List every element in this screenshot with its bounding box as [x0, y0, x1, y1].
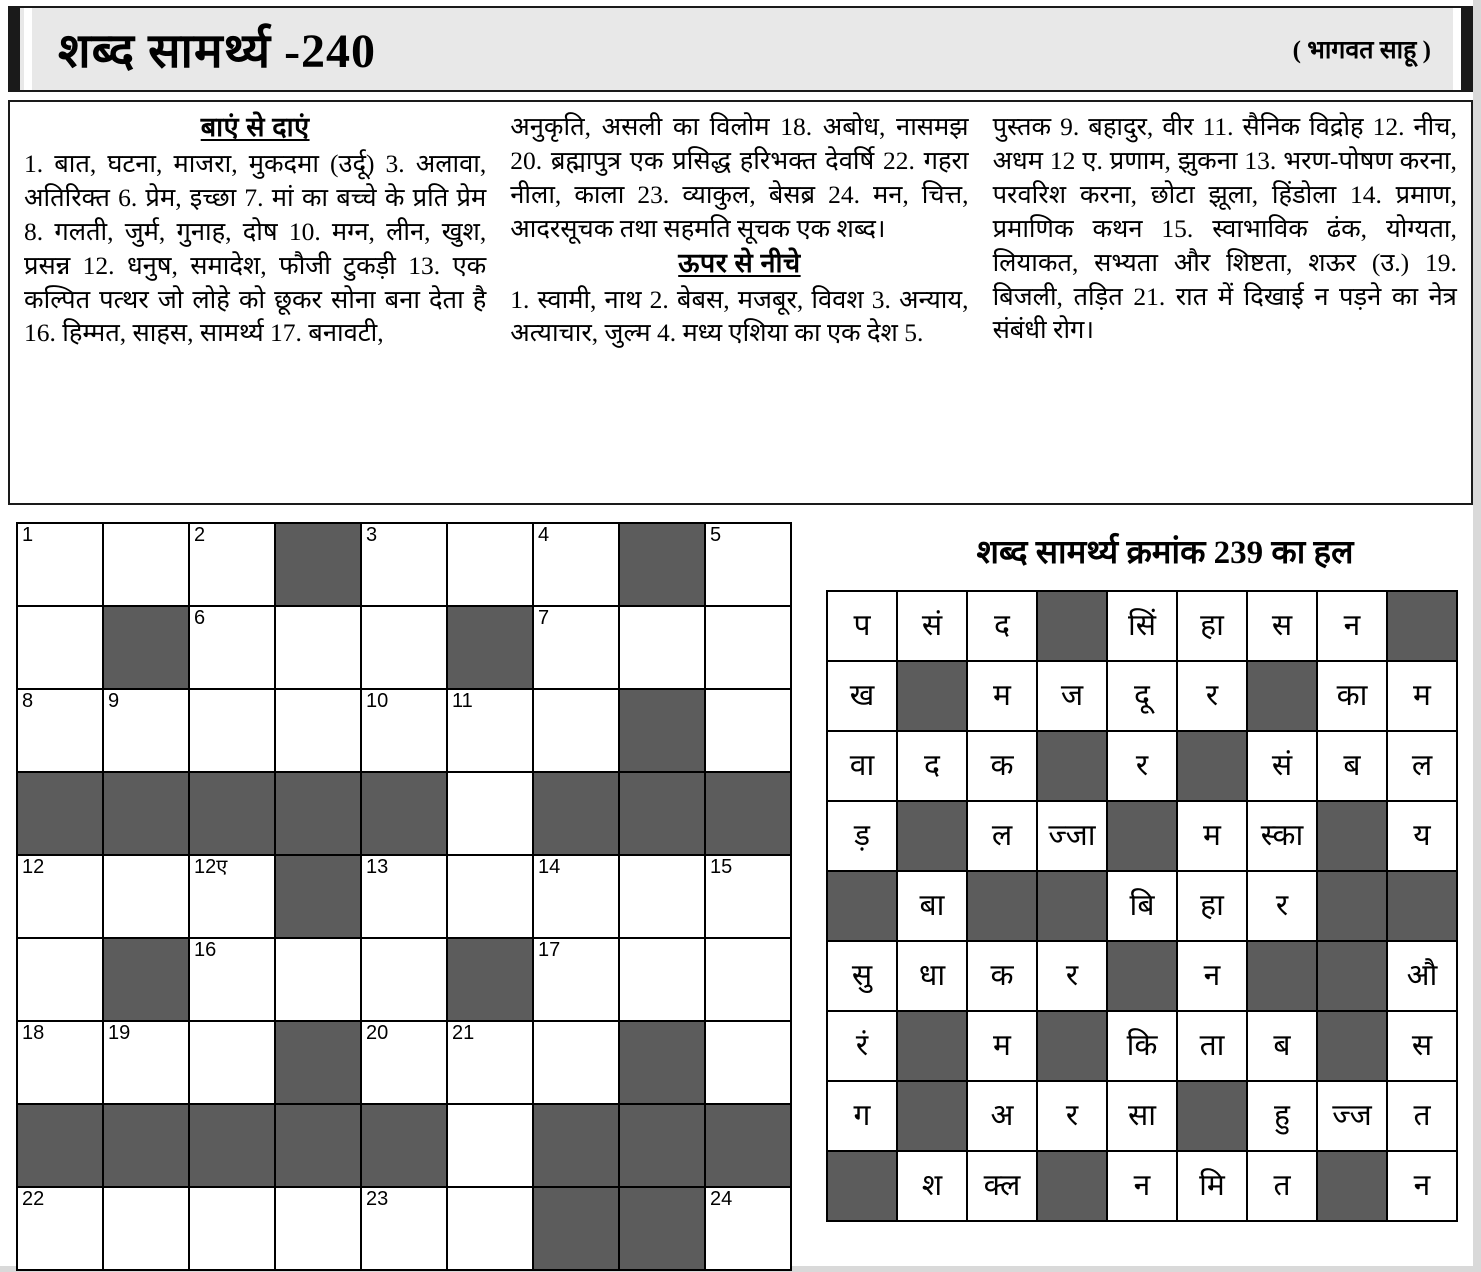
solution-block-cell: [967, 871, 1037, 941]
crossword-cell[interactable]: [17, 1021, 103, 1104]
crossword-cell-number: 8: [22, 690, 34, 712]
solution-row: [827, 1081, 1457, 1151]
crossword-grid[interactable]: [16, 522, 792, 1271]
down-clues-part-1: 1. स्वामी, नाथ 2. बेबस, मजबूर, विवश 3. अन्याय, अत्याचार, जुल्म 4. मध्य एशिया का एक देश 5.: [510, 284, 969, 348]
page-title: शब्द सामर्थ्य -240: [58, 24, 377, 78]
crossword-block-cell: [533, 1187, 619, 1270]
solution-block-cell: [897, 1011, 967, 1081]
clues-column-1: [20, 110, 500, 499]
crossword-cell[interactable]: [533, 855, 619, 938]
crossword-block-cell: [705, 1104, 791, 1187]
crossword-block-cell: [275, 523, 361, 606]
crossword-cell[interactable]: [103, 689, 189, 772]
solution-block-cell: [827, 871, 897, 941]
crossword-cell-number: 10: [366, 690, 389, 712]
crossword-block-cell: [103, 1104, 189, 1187]
crossword-block-cell: [275, 772, 361, 855]
solution-block-cell: [1387, 871, 1457, 941]
solution-block-cell: [1177, 731, 1247, 801]
solution-cell: न: [1107, 1151, 1177, 1221]
solution-row: [827, 661, 1457, 731]
crossword-block-cell: [619, 772, 705, 855]
solution-cell: ल: [1387, 731, 1457, 801]
solution-cell: हा: [1177, 871, 1247, 941]
header-rule-left: [10, 8, 20, 90]
solution-cell: ड़: [827, 801, 897, 871]
down-heading: ऊपर से नीचे: [678, 247, 801, 278]
solution-cell: श: [897, 1151, 967, 1221]
solution-cell: क्ल: [967, 1151, 1037, 1221]
crossword-cell-number: 9: [108, 690, 120, 712]
crossword-cell-number: 15: [710, 856, 733, 878]
page-edge-right: [1473, 0, 1481, 1272]
crossword-block-cell: [705, 772, 791, 855]
crossword-cell[interactable]: [705, 1187, 791, 1270]
crossword-cell[interactable]: [705, 1021, 791, 1104]
crossword-block-cell: [361, 772, 447, 855]
crossword-block-cell: [533, 772, 619, 855]
crossword-block-cell: [103, 772, 189, 855]
solution-cell: बि: [1107, 871, 1177, 941]
crossword-cell[interactable]: [705, 938, 791, 1021]
crossword-cell[interactable]: [447, 689, 533, 772]
crossword-cell[interactable]: [17, 1187, 103, 1270]
page-header: [8, 6, 1473, 92]
crossword-cell-number: 6: [194, 607, 206, 629]
solution-cell: न: [1317, 591, 1387, 661]
solution-block-cell: [897, 661, 967, 731]
crossword-cell[interactable]: [361, 1021, 447, 1104]
crossword-cell[interactable]: [275, 1187, 361, 1270]
crossword-cell[interactable]: [447, 772, 533, 855]
crossword-cell-number: 3: [366, 524, 378, 546]
crossword-row: [17, 523, 791, 606]
solution-cell: प: [827, 591, 897, 661]
crossword-cell[interactable]: [705, 523, 791, 606]
crossword-block-cell: [189, 772, 275, 855]
crossword-cell-number: 24: [710, 1188, 733, 1210]
solution-block-cell: [1037, 1151, 1107, 1221]
solution-block-cell: [1317, 871, 1387, 941]
crossword-cell[interactable]: [619, 855, 705, 938]
solution-block-cell: [1387, 591, 1457, 661]
crossword-block-cell: [275, 1021, 361, 1104]
solution-cell: ज: [1037, 661, 1107, 731]
crossword-cell-number: 5: [710, 524, 722, 546]
solution-cell: न: [1177, 941, 1247, 1011]
solution-block-cell: [1107, 801, 1177, 871]
crossword-cell[interactable]: [275, 938, 361, 1021]
crossword-cell-number: 12ए: [194, 856, 228, 878]
crossword-block-cell: [17, 1104, 103, 1187]
crossword-cell-number: 19: [108, 1022, 131, 1044]
solution-block-cell: [1317, 1011, 1387, 1081]
crossword-table[interactable]: [16, 522, 792, 1271]
solution-block-cell: [1247, 661, 1317, 731]
crossword-cell[interactable]: [103, 1187, 189, 1270]
crossword-row: [17, 1104, 791, 1187]
solution-row: [827, 591, 1457, 661]
down-clues-part-2: पुस्तक 9. बहादुर, वीर 11. सैनिक विद्रोह 12. नीच, अधम 12 ए. प्रणाम, झुकना 13. भरण-पोषण करना, परवरिश करना, छोटा झूला, हिंडोला 14. प्रमाण, प्रमाणिक कथन 15. स्वाभाविक ढंक, योग्यता, लियाकत, सभ्यता और शिष्टता, शऊर (उ.) 19. बिजली, तड़ित 21. रात में दिखाई न पड़ने का नेत्र संबंधी रोग।: [992, 112, 1457, 345]
solution-block-cell: [1037, 1011, 1107, 1081]
crossword-cell[interactable]: [447, 1021, 533, 1104]
solution-cell: क: [967, 731, 1037, 801]
solution-block-cell: [827, 1151, 897, 1221]
solution-block-cell: [1177, 1081, 1247, 1151]
crossword-cell-number: 16: [194, 939, 217, 961]
header-rule-right-inner: [1453, 8, 1461, 90]
crossword-block-cell: [275, 1104, 361, 1187]
solution-block-cell: [1317, 1151, 1387, 1221]
solution-cell: र: [1177, 661, 1247, 731]
crossword-cell[interactable]: [705, 855, 791, 938]
crossword-block-cell: [189, 1104, 275, 1187]
crossword-cell-number: 11: [452, 690, 473, 712]
crossword-cell[interactable]: [189, 523, 275, 606]
solution-block-cell: [897, 1081, 967, 1151]
solution-cell: औ: [1387, 941, 1457, 1011]
crossword-row: [17, 855, 791, 938]
crossword-row: [17, 1187, 791, 1270]
crossword-block-cell: [361, 1104, 447, 1187]
header-rule-left-inner: [24, 8, 32, 90]
solution-cell: सु: [827, 941, 897, 1011]
crossword-cell[interactable]: [189, 689, 275, 772]
crossword-block-cell: [275, 855, 361, 938]
header-rule-right: [1461, 8, 1471, 90]
clues-column-2: [500, 110, 980, 499]
crossword-cell[interactable]: [533, 1021, 619, 1104]
solution-block-cell: [1317, 801, 1387, 871]
crossword-cell[interactable]: [17, 938, 103, 1021]
crossword-cell-number: 22: [22, 1188, 45, 1210]
crossword-cell-number: 17: [538, 939, 561, 961]
crossword-cell[interactable]: [533, 938, 619, 1021]
crossword-block-cell: [447, 938, 533, 1021]
crossword-cell[interactable]: [705, 689, 791, 772]
crossword-cell[interactable]: [189, 1187, 275, 1270]
crossword-cell[interactable]: [189, 606, 275, 689]
solution-cell: स: [1247, 591, 1317, 661]
crossword-row: [17, 1021, 791, 1104]
crossword-cell-number: 2: [194, 524, 206, 546]
crossword-cell[interactable]: [619, 606, 705, 689]
author-credit: ( भागवत साहू ): [1292, 37, 1431, 64]
solution-cell: म: [1177, 801, 1247, 871]
solution-cell: न: [1387, 1151, 1457, 1221]
crossword-block-cell: [619, 1187, 705, 1270]
across-clues-part-1: 1. बात, घटना, माजरा, मुकदमा (उर्दू) 3. अलावा, अतिरिक्त 6. प्रेम, इच्छा 7. मां का बच्चे के प्रति प्रेम 8. गलती, जुर्म, गुनाह, दोष 10. मग्न, लीन, खुश, प्रसन्न 12. धनुष, समादेश, फौजी टुकड़ी 13. एक कल्पित पत्थर जो लोहे को छूकर सोना बना देता है 16. हिम्मत, साहस, सामर्थ्य 17. बनावटी,: [24, 148, 487, 348]
crossword-block-cell: [533, 1104, 619, 1187]
solution-cell: स्का: [1247, 801, 1317, 871]
solution-cell: द: [897, 731, 967, 801]
solution-block-cell: [1037, 731, 1107, 801]
solution-cell: र: [1247, 871, 1317, 941]
crossword-cell[interactable]: [619, 938, 705, 1021]
crossword-cell[interactable]: [447, 855, 533, 938]
solution-cell: ज्ज: [1317, 1081, 1387, 1151]
solution-cell: सं: [1247, 731, 1317, 801]
solution-row: [827, 1151, 1457, 1221]
solution-cell: सा: [1107, 1081, 1177, 1151]
crossword-cell[interactable]: [361, 523, 447, 606]
solution-cell: ब: [1247, 1011, 1317, 1081]
crossword-block-cell: [619, 1104, 705, 1187]
solution-cell: अ: [967, 1081, 1037, 1151]
crossword-block-cell: [619, 523, 705, 606]
solution-cell: धा: [897, 941, 967, 1011]
crossword-cell[interactable]: [361, 1187, 447, 1270]
across-clues-part-2: अनुकृति, असली का विलोम 18. अबोध, नासमझ 20. ब्रह्मापुत्र एक प्रसिद्ध हरिभक्त देवर्षि 22. गहरा नीला, काला 23. व्याकुल, बेसब्र 24. मन, चित्त, आदरसूचक तथा सहमति सूचक एक शब्द।: [510, 112, 969, 243]
crossword-block-cell: [619, 689, 705, 772]
crossword-cell[interactable]: [17, 855, 103, 938]
crossword-block-cell: [103, 938, 189, 1021]
crossword-cell[interactable]: [533, 606, 619, 689]
solution-cell: सिं: [1107, 591, 1177, 661]
crossword-cell[interactable]: [533, 689, 619, 772]
solution-cell: त: [1387, 1081, 1457, 1151]
solution-cell: र: [1037, 1081, 1107, 1151]
crossword-cell[interactable]: [361, 606, 447, 689]
solution-cell: मि: [1177, 1151, 1247, 1221]
crossword-cell-number: 13: [366, 856, 389, 878]
solution-cell: ल: [967, 801, 1037, 871]
crossword-block-cell: [619, 1021, 705, 1104]
crossword-cell[interactable]: [533, 523, 619, 606]
solution-cell: य: [1387, 801, 1457, 871]
crossword-cell[interactable]: [447, 1187, 533, 1270]
solution-table: [826, 590, 1458, 1222]
solution-block-cell: [1317, 941, 1387, 1011]
solution-cell: द: [967, 591, 1037, 661]
solution-cell: म: [1387, 661, 1457, 731]
crossword-cell[interactable]: [17, 689, 103, 772]
solution-cell: म: [967, 1011, 1037, 1081]
crossword-cell[interactable]: [103, 855, 189, 938]
clues-panel: [8, 100, 1473, 505]
solution-grid: [826, 590, 1458, 1222]
solution-cell: ग: [827, 1081, 897, 1151]
crossword-cell-number: 18: [22, 1022, 45, 1044]
crossword-cell[interactable]: [103, 1021, 189, 1104]
solution-cell: ख: [827, 661, 897, 731]
solution-cell: बा: [897, 871, 967, 941]
crossword-cell[interactable]: [189, 938, 275, 1021]
solution-cell: वा: [827, 731, 897, 801]
solution-cell: त: [1247, 1151, 1317, 1221]
solution-cell: दू: [1107, 661, 1177, 731]
crossword-cell[interactable]: [189, 855, 275, 938]
crossword-cell-number: 1: [22, 524, 34, 546]
solution-cell: ज्जा: [1037, 801, 1107, 871]
crossword-block-cell: [17, 772, 103, 855]
crossword-cell[interactable]: [275, 689, 361, 772]
solution-cell: र: [1037, 941, 1107, 1011]
crossword-row: [17, 938, 791, 1021]
solution-title: शब्द सामर्थ्य क्रमांक 239 का हल: [976, 535, 1354, 571]
solution-cell: ब: [1317, 731, 1387, 801]
solution-row: [827, 941, 1457, 1011]
solution-row: [827, 871, 1457, 941]
crossword-cell-number: 12: [22, 856, 45, 878]
crossword-block-cell: [103, 606, 189, 689]
crossword-cell-number: 23: [366, 1188, 389, 1210]
clues-column-3: [981, 110, 1461, 499]
crossword-cell-number: 4: [538, 524, 550, 546]
solution-row: [827, 1011, 1457, 1081]
crossword-block-cell: [447, 606, 533, 689]
solution-cell: म: [967, 661, 1037, 731]
crossword-cell-number: 20: [366, 1022, 389, 1044]
crossword-cell[interactable]: [275, 606, 361, 689]
solution-row: [827, 731, 1457, 801]
solution-cell: सं: [897, 591, 967, 661]
crossword-cell[interactable]: [447, 1104, 533, 1187]
solution-cell: हु: [1247, 1081, 1317, 1151]
across-heading: बाएं से दाएं: [200, 112, 310, 142]
crossword-cell[interactable]: [189, 1021, 275, 1104]
crossword-cell[interactable]: [705, 606, 791, 689]
crossword-cell[interactable]: [447, 523, 533, 606]
solution-cell: कि: [1107, 1011, 1177, 1081]
solution-cell: र: [1107, 731, 1177, 801]
crossword-cell-number: 7: [538, 607, 550, 629]
solution-block-cell: [1247, 941, 1317, 1011]
crossword-cell-number: 14: [538, 856, 561, 878]
crossword-row: [17, 772, 791, 855]
solution-row: [827, 801, 1457, 871]
solution-cell: क: [967, 941, 1037, 1011]
crossword-row: [17, 689, 791, 772]
solution-cell: हा: [1177, 591, 1247, 661]
crossword-row: [17, 606, 791, 689]
solution-block-cell: [1037, 591, 1107, 661]
crossword-cell[interactable]: [103, 523, 189, 606]
solution-block-cell: [897, 801, 967, 871]
solution-block-cell: [1037, 871, 1107, 941]
crossword-cell[interactable]: [17, 606, 103, 689]
solution-cell: का: [1317, 661, 1387, 731]
crossword-cell[interactable]: [361, 689, 447, 772]
crossword-cell[interactable]: [361, 938, 447, 1021]
solution-cell: स: [1387, 1011, 1457, 1081]
solution-block-cell: [1107, 941, 1177, 1011]
solution-cell: रं: [827, 1011, 897, 1081]
solution-cell: ता: [1177, 1011, 1247, 1081]
crossword-cell[interactable]: [17, 523, 103, 606]
crossword-cell-number: 21: [452, 1022, 475, 1044]
crossword-cell[interactable]: [361, 855, 447, 938]
